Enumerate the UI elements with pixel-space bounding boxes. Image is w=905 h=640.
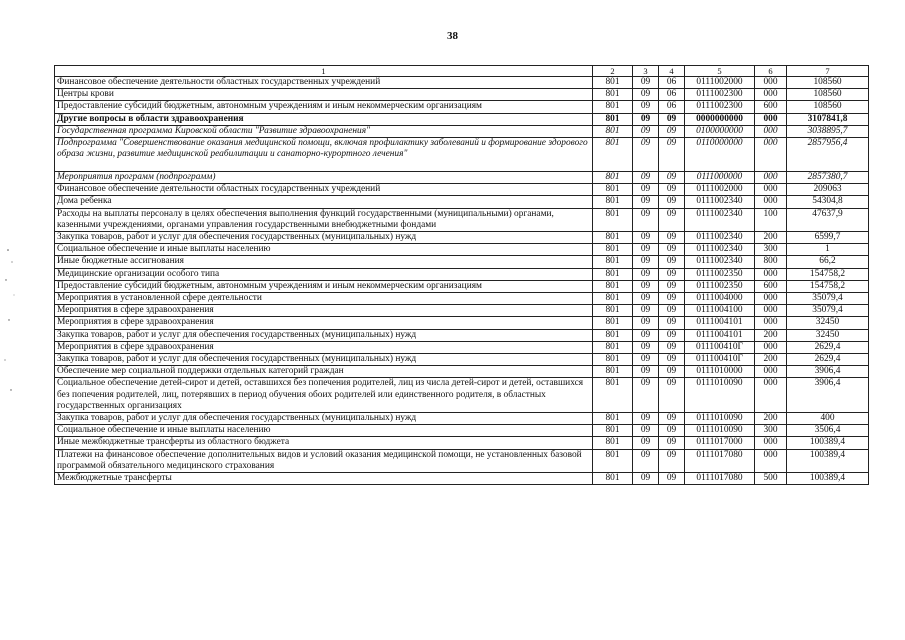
row-amount: 54304,8 — [787, 196, 869, 208]
row-expense-type: 200 — [755, 329, 787, 341]
row-target-article: 0111002000 — [685, 184, 755, 196]
table-row — [55, 89, 869, 101]
row-section: 09 — [633, 125, 659, 137]
row-subsection: 09 — [659, 354, 685, 366]
col-header-3: 3 — [633, 66, 659, 77]
row-subsection: 09 — [659, 125, 685, 137]
table-row — [55, 413, 869, 425]
row-code-admin: 801 — [593, 172, 633, 184]
row-code-admin: 801 — [593, 366, 633, 378]
row-amount: 2629,4 — [787, 341, 869, 353]
row-amount: 47637,9 — [787, 208, 869, 231]
row-target-article: 0111004000 — [685, 293, 755, 305]
row-expense-type: 300 — [755, 244, 787, 256]
row-section: 09 — [633, 305, 659, 317]
row-amount: 3906,4 — [787, 366, 869, 378]
row-section: 09 — [633, 473, 659, 485]
table-row — [55, 437, 869, 449]
row-name: Мероприятия в сфере здравоохранения — [55, 317, 593, 329]
row-section: 09 — [633, 449, 659, 472]
row-subsection: 09 — [659, 232, 685, 244]
row-section: 09 — [633, 317, 659, 329]
row-subsection: 09 — [659, 293, 685, 305]
table-row — [55, 425, 869, 437]
row-amount: 108560 — [787, 77, 869, 89]
row-amount: 108560 — [787, 89, 869, 101]
table-row — [55, 268, 869, 280]
budget-table — [54, 65, 869, 485]
row-subsection: 09 — [659, 280, 685, 292]
row-subsection: 09 — [659, 256, 685, 268]
row-target-article: 011100410Г — [685, 341, 755, 353]
row-section: 09 — [633, 354, 659, 366]
header-row — [55, 66, 869, 77]
row-section: 09 — [633, 256, 659, 268]
row-expense-type: 200 — [755, 413, 787, 425]
row-code-admin: 801 — [593, 268, 633, 280]
row-name: Закупка товаров, работ и услуг для обеспечения государственных (муниципальных) нужд — [55, 354, 593, 366]
row-subsection: 09 — [659, 172, 685, 184]
row-section: 09 — [633, 138, 659, 172]
row-code-admin: 801 — [593, 77, 633, 89]
row-expense-type: 000 — [755, 378, 787, 413]
row-expense-type: 000 — [755, 196, 787, 208]
row-section: 09 — [633, 413, 659, 425]
row-code-admin: 801 — [593, 437, 633, 449]
row-subsection: 09 — [659, 268, 685, 280]
row-amount: 32450 — [787, 317, 869, 329]
col-header-6: 6 — [755, 66, 787, 77]
row-name: Государственная программа Кировской области "Развитие здравоохранения" — [55, 125, 593, 137]
table-row — [55, 341, 869, 353]
row-amount: 32450 — [787, 329, 869, 341]
row-amount: 35079,4 — [787, 293, 869, 305]
row-name: Мероприятия в установленной сфере деятельности — [55, 293, 593, 305]
row-target-article: 0110000000 — [685, 138, 755, 172]
row-code-admin: 801 — [593, 89, 633, 101]
row-target-article: 0111010000 — [685, 366, 755, 378]
row-section: 09 — [633, 208, 659, 231]
row-amount: 35079,4 — [787, 305, 869, 317]
table-row — [55, 366, 869, 378]
row-name: Финансовое обеспечение деятельности областных государственных учреждений — [55, 184, 593, 196]
row-section: 09 — [633, 378, 659, 413]
row-amount: 3038895,7 — [787, 125, 869, 137]
row-expense-type: 000 — [755, 449, 787, 472]
row-expense-type: 200 — [755, 232, 787, 244]
row-name: Обеспечение мер социальной поддержки отдельных категорий граждан — [55, 366, 593, 378]
row-subsection: 09 — [659, 184, 685, 196]
row-name: Предоставление субсидий бюджетным, автономным учреждениям и иным некоммерческим организациям — [55, 101, 593, 113]
row-name: Мероприятия программ (подпрограмм) — [55, 172, 593, 184]
row-target-article: 0111002340 — [685, 244, 755, 256]
row-expense-type: 000 — [755, 138, 787, 172]
row-amount: 100389,4 — [787, 449, 869, 472]
row-name: Социальное обеспечение детей-сирот и детей, оставшихся без попечения родителей, лиц из числа детей-сирот и детей, оставшихся без попечения родителей, лиц, потерявших в период обучения обоих родителей или единственного родителя, в областных государственных организациях — [55, 378, 593, 413]
row-code-admin: 801 — [593, 280, 633, 292]
row-name: Другие вопросы в области здравоохранения — [55, 113, 593, 125]
row-code-admin: 801 — [593, 354, 633, 366]
row-target-article: 0111010090 — [685, 425, 755, 437]
row-name: Социальное обеспечение и иные выплаты населению — [55, 244, 593, 256]
row-code-admin: 801 — [593, 305, 633, 317]
row-code-admin: 801 — [593, 293, 633, 305]
table-row — [55, 280, 869, 292]
row-code-admin: 801 — [593, 329, 633, 341]
row-section: 09 — [633, 366, 659, 378]
row-amount: 400 — [787, 413, 869, 425]
row-section: 09 — [633, 77, 659, 89]
row-name: Закупка товаров, работ и услуг для обеспечения государственных (муниципальных) нужд — [55, 232, 593, 244]
row-name: Иные бюджетные ассигнования — [55, 256, 593, 268]
row-expense-type: 300 — [755, 425, 787, 437]
row-name: Межбюджетные трансферты — [55, 473, 593, 485]
row-expense-type: 500 — [755, 473, 787, 485]
row-expense-type: 000 — [755, 366, 787, 378]
row-target-article: 0111017080 — [685, 449, 755, 472]
table-row — [55, 172, 869, 184]
row-target-article: 0111002350 — [685, 280, 755, 292]
row-expense-type: 000 — [755, 125, 787, 137]
row-target-article: 0111002000 — [685, 77, 755, 89]
row-target-article: 0100000000 — [685, 125, 755, 137]
row-expense-type: 000 — [755, 268, 787, 280]
row-amount: 1 — [787, 244, 869, 256]
row-section: 09 — [633, 172, 659, 184]
table-row — [55, 208, 869, 231]
table-row — [55, 256, 869, 268]
row-name: Медицинские организации особого типа — [55, 268, 593, 280]
row-target-article: 0111017000 — [685, 437, 755, 449]
row-section: 09 — [633, 341, 659, 353]
row-name: Центры крови — [55, 89, 593, 101]
row-name: Мероприятия в сфере здравоохранения — [55, 341, 593, 353]
row-amount: 2857956,4 — [787, 138, 869, 172]
row-subsection: 09 — [659, 138, 685, 172]
row-section: 09 — [633, 293, 659, 305]
row-subsection: 06 — [659, 77, 685, 89]
row-amount: 108560 — [787, 101, 869, 113]
row-target-article: 0111017080 — [685, 473, 755, 485]
row-name: Социальное обеспечение и иные выплаты населению — [55, 425, 593, 437]
row-target-article: 0111002340 — [685, 196, 755, 208]
table-row — [55, 125, 869, 137]
row-section: 09 — [633, 232, 659, 244]
row-target-article: 0111004101 — [685, 317, 755, 329]
row-subsection: 09 — [659, 196, 685, 208]
row-section: 09 — [633, 437, 659, 449]
row-expense-type: 000 — [755, 89, 787, 101]
col-header-7: 7 — [787, 66, 869, 77]
table-row — [55, 449, 869, 472]
row-amount: 3107841,8 — [787, 113, 869, 125]
table-row — [55, 101, 869, 113]
row-code-admin: 801 — [593, 341, 633, 353]
row-code-admin: 801 — [593, 196, 633, 208]
row-section: 09 — [633, 89, 659, 101]
table-row — [55, 329, 869, 341]
row-subsection: 09 — [659, 413, 685, 425]
table-row — [55, 244, 869, 256]
row-section: 09 — [633, 268, 659, 280]
row-expense-type: 000 — [755, 437, 787, 449]
row-section: 09 — [633, 244, 659, 256]
row-name: Дома ребенка — [55, 196, 593, 208]
table-row — [55, 232, 869, 244]
row-subsection: 09 — [659, 378, 685, 413]
table-row — [55, 473, 869, 485]
row-name: Подпрограмма "Совершенствование оказания медицинской помощи, включая профилактику заболеваний и формирование здорового образа жизни, развитие медицинской реабилитации и санаторно-курортного лечения" — [55, 138, 593, 172]
row-target-article: 0111010090 — [685, 413, 755, 425]
row-subsection: 09 — [659, 317, 685, 329]
col-header-5: 5 — [685, 66, 755, 77]
row-name: Мероприятия в сфере здравоохранения — [55, 305, 593, 317]
row-code-admin: 801 — [593, 184, 633, 196]
row-name: Закупка товаров, работ и услуг для обеспечения государственных (муниципальных) нужд — [55, 413, 593, 425]
row-expense-type: 000 — [755, 293, 787, 305]
row-subsection: 09 — [659, 366, 685, 378]
row-target-article: 0111002350 — [685, 268, 755, 280]
scan-specks — [0, 240, 30, 400]
row-amount: 100389,4 — [787, 473, 869, 485]
row-amount: 154758,2 — [787, 280, 869, 292]
table-row — [55, 77, 869, 89]
row-target-article: 0111002300 — [685, 89, 755, 101]
row-code-admin: 801 — [593, 101, 633, 113]
row-subsection: 09 — [659, 244, 685, 256]
row-amount: 66,2 — [787, 256, 869, 268]
row-code-admin: 801 — [593, 425, 633, 437]
row-subsection: 09 — [659, 305, 685, 317]
table-row — [55, 184, 869, 196]
row-subsection: 09 — [659, 329, 685, 341]
page-number: 38 — [447, 30, 458, 42]
row-code-admin: 801 — [593, 138, 633, 172]
row-target-article: 0111002340 — [685, 256, 755, 268]
row-subsection: 09 — [659, 449, 685, 472]
row-code-admin: 801 — [593, 317, 633, 329]
row-amount: 209063 — [787, 184, 869, 196]
row-section: 09 — [633, 329, 659, 341]
row-amount: 3906,4 — [787, 378, 869, 413]
row-section: 09 — [633, 184, 659, 196]
col-header-2: 2 — [593, 66, 633, 77]
row-subsection: 09 — [659, 208, 685, 231]
row-section: 09 — [633, 101, 659, 113]
row-target-article: 0111000000 — [685, 172, 755, 184]
col-header-4: 4 — [659, 66, 685, 77]
row-section: 09 — [633, 425, 659, 437]
row-amount: 2857380,7 — [787, 172, 869, 184]
row-expense-type: 600 — [755, 101, 787, 113]
row-expense-type: 000 — [755, 317, 787, 329]
row-target-article: 0111002340 — [685, 208, 755, 231]
row-target-article: 0111010090 — [685, 378, 755, 413]
table-row — [55, 378, 869, 413]
row-expense-type: 000 — [755, 305, 787, 317]
row-subsection: 09 — [659, 341, 685, 353]
row-name: Иные межбюджетные трансферты из областного бюджета — [55, 437, 593, 449]
row-expense-type: 000 — [755, 172, 787, 184]
row-target-article: 011100410Г — [685, 354, 755, 366]
row-expense-type: 200 — [755, 354, 787, 366]
row-code-admin: 801 — [593, 413, 633, 425]
row-code-admin: 801 — [593, 232, 633, 244]
row-code-admin: 801 — [593, 113, 633, 125]
table-row — [55, 317, 869, 329]
row-name: Финансовое обеспечение деятельности областных государственных учреждений — [55, 77, 593, 89]
row-expense-type: 600 — [755, 280, 787, 292]
row-expense-type: 800 — [755, 256, 787, 268]
row-expense-type: 000 — [755, 113, 787, 125]
table-row — [55, 354, 869, 366]
row-amount: 6599,7 — [787, 232, 869, 244]
row-code-admin: 801 — [593, 473, 633, 485]
row-code-admin: 801 — [593, 125, 633, 137]
row-expense-type: 100 — [755, 208, 787, 231]
table-row — [55, 138, 869, 172]
col-header-1: 1 — [55, 66, 593, 77]
row-amount: 2629,4 — [787, 354, 869, 366]
row-expense-type: 000 — [755, 184, 787, 196]
table-row — [55, 113, 869, 125]
row-code-admin: 801 — [593, 256, 633, 268]
row-name: Платежи на финансовое обеспечение дополнительных видов и условий оказания медицинской помощи, не установленных базовой программой обязательного медицинского страхования — [55, 449, 593, 472]
row-subsection: 09 — [659, 425, 685, 437]
row-name: Расходы на выплаты персоналу в целях обеспечения выполнения функций государственными (муниципальными) органами, казенными учреждениями, органами управления государственными внебюджетными фондами — [55, 208, 593, 231]
table-row — [55, 196, 869, 208]
row-target-article: 0000000000 — [685, 113, 755, 125]
row-target-article: 0111004100 — [685, 305, 755, 317]
row-section: 09 — [633, 196, 659, 208]
row-expense-type: 000 — [755, 341, 787, 353]
row-subsection: 06 — [659, 101, 685, 113]
row-target-article: 0111002300 — [685, 101, 755, 113]
row-code-admin: 801 — [593, 449, 633, 472]
row-section: 09 — [633, 280, 659, 292]
table-row — [55, 305, 869, 317]
row-expense-type: 000 — [755, 77, 787, 89]
table-row — [55, 293, 869, 305]
row-code-admin: 801 — [593, 244, 633, 256]
row-amount: 100389,4 — [787, 437, 869, 449]
row-subsection: 09 — [659, 437, 685, 449]
row-section: 09 — [633, 113, 659, 125]
row-target-article: 0111002340 — [685, 232, 755, 244]
row-name: Закупка товаров, работ и услуг для обеспечения государственных (муниципальных) нужд — [55, 329, 593, 341]
table-body — [55, 77, 869, 485]
row-code-admin: 801 — [593, 378, 633, 413]
row-amount: 154758,2 — [787, 268, 869, 280]
row-target-article: 0111004101 — [685, 329, 755, 341]
row-subsection: 09 — [659, 473, 685, 485]
row-amount: 3506,4 — [787, 425, 869, 437]
row-code-admin: 801 — [593, 208, 633, 231]
row-name: Предоставление субсидий бюджетным, автономным учреждениям и иным некоммерческим организациям — [55, 280, 593, 292]
row-subsection: 09 — [659, 113, 685, 125]
row-subsection: 06 — [659, 89, 685, 101]
